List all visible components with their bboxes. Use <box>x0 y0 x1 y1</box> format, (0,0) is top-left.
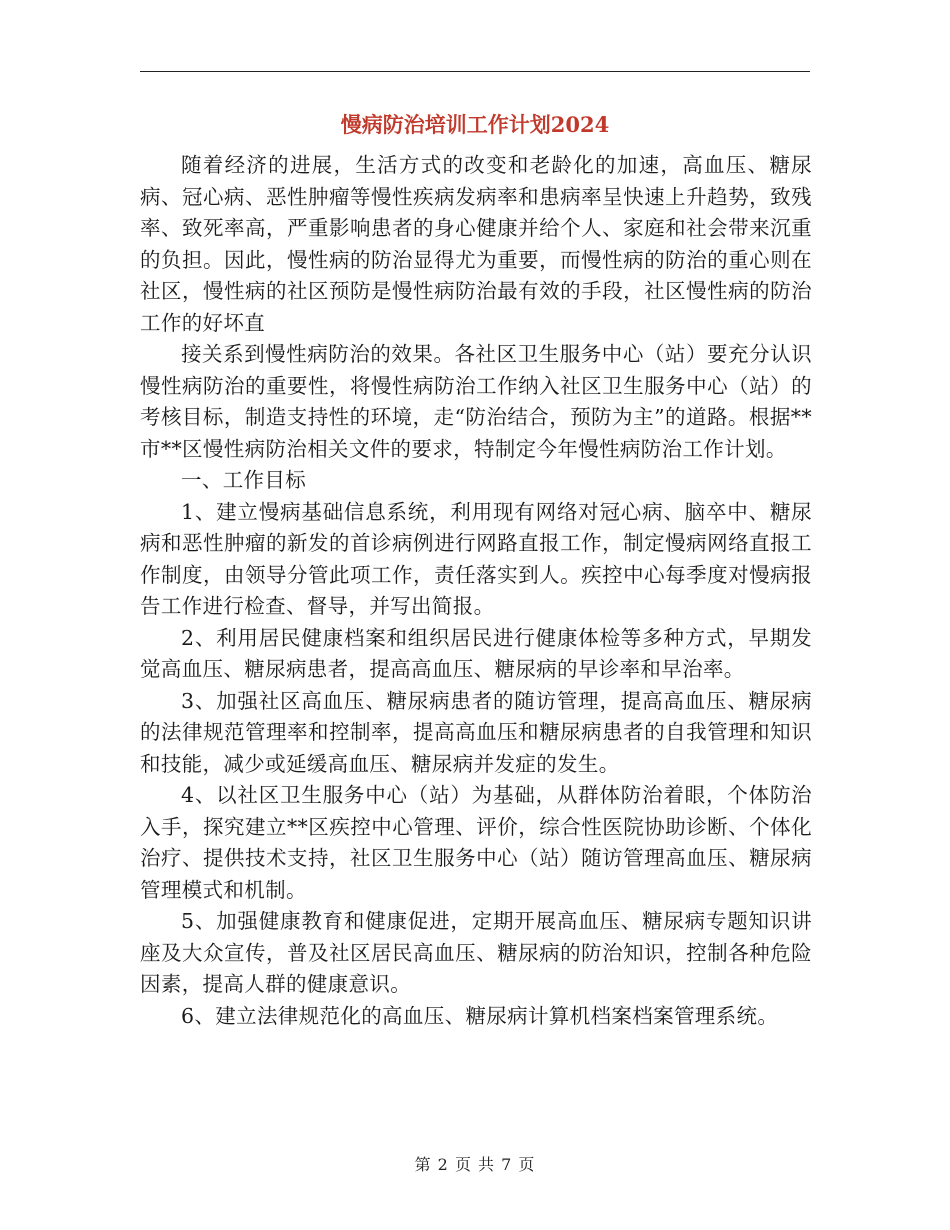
goal-item-6: 6、建立法律规范化的高血压、糖尿病计算机档案档案管理系统。 <box>181 1003 779 1028</box>
paragraph-intro: 随着经济的进展，生活方式的改变和老龄化的加速，高血压、糖尿病、冠心病、恶性肿瘤等慢性疾病发病率和患病率呈快速上升趋势，致残率、致死率高，严重影响患者的身心健康并给个人、家庭和社会带来沉重的负担。因此，慢性病的防治显得尤为重要，而慢性病的防治的重心则在社区，慢性病的社区预防是慢性病防治最有效的手段，社区慢性病的防治工作的好坏直 <box>140 153 812 335</box>
page-number-footer: 第 2 页 共 7 页 <box>414 1155 536 1174</box>
paragraph-intro-continued: 接关系到慢性病防治的效果。各社区卫生服务中心（站）要充分认识慢性病防治的重要性，将慢性病防治工作纳入社区卫生服务中心（站）的考核目标，制造支持性的环境，走“防治结合，预防为主”的道路。根据**市**区慢性病防治相关文件的要求，特制定今年慢性病防治工作计划。 <box>140 342 812 461</box>
document-body <box>140 150 812 1032</box>
document-title: 慢病防治培训工作计划2024 <box>340 112 610 137</box>
goal-item-3: 3、加强社区高血压、糖尿病患者的随访管理，提高高血压、糖尿病的法律规范管理率和控制率，提高高血压和糖尿病患者的自我管理和知识和技能，减少或延缓高血压、糖尿病并发症的发生。 <box>140 688 812 776</box>
goal-item-1: 1、建立慢病基础信息系统，利用现有网络对冠心病、脑卒中、糖尿病和恶性肿瘤的新发的首诊病例进行网路直报工作，制定慢病网络直报工作制度，由领导分管此项工作，责任落实到人。疾控中心每季度对慢病报告工作进行检查、督导，并写出简报。 <box>140 499 812 618</box>
goal-item-4: 4、以社区卫生服务中心（站）为基础，从群体防治着眼，个体防治入手，探究建立**区疾控中心管理、评价，综合性医院协助诊断、个体化治疗、提供技术支持，社区卫生服务中心（站）随访管理高血压、糖尿病管理模式和机制。 <box>140 783 812 902</box>
section-heading-goals: 一、工作目标 <box>181 468 307 492</box>
goal-item-5: 5、加强健康教育和健康促进，定期开展高血压、糖尿病专题知识讲座及大众宣传，普及社区居民高血压、糖尿病的防治知识，控制各种危险因素，提高人群的健康意识。 <box>140 909 812 996</box>
goal-item-2: 2、利用居民健康档案和组织居民进行健康体检等多种方式，早期发觉高血压、糖尿病患者，提高高血压、糖尿病的早诊率和早治率。 <box>140 625 812 681</box>
header-rule <box>140 71 810 72</box>
